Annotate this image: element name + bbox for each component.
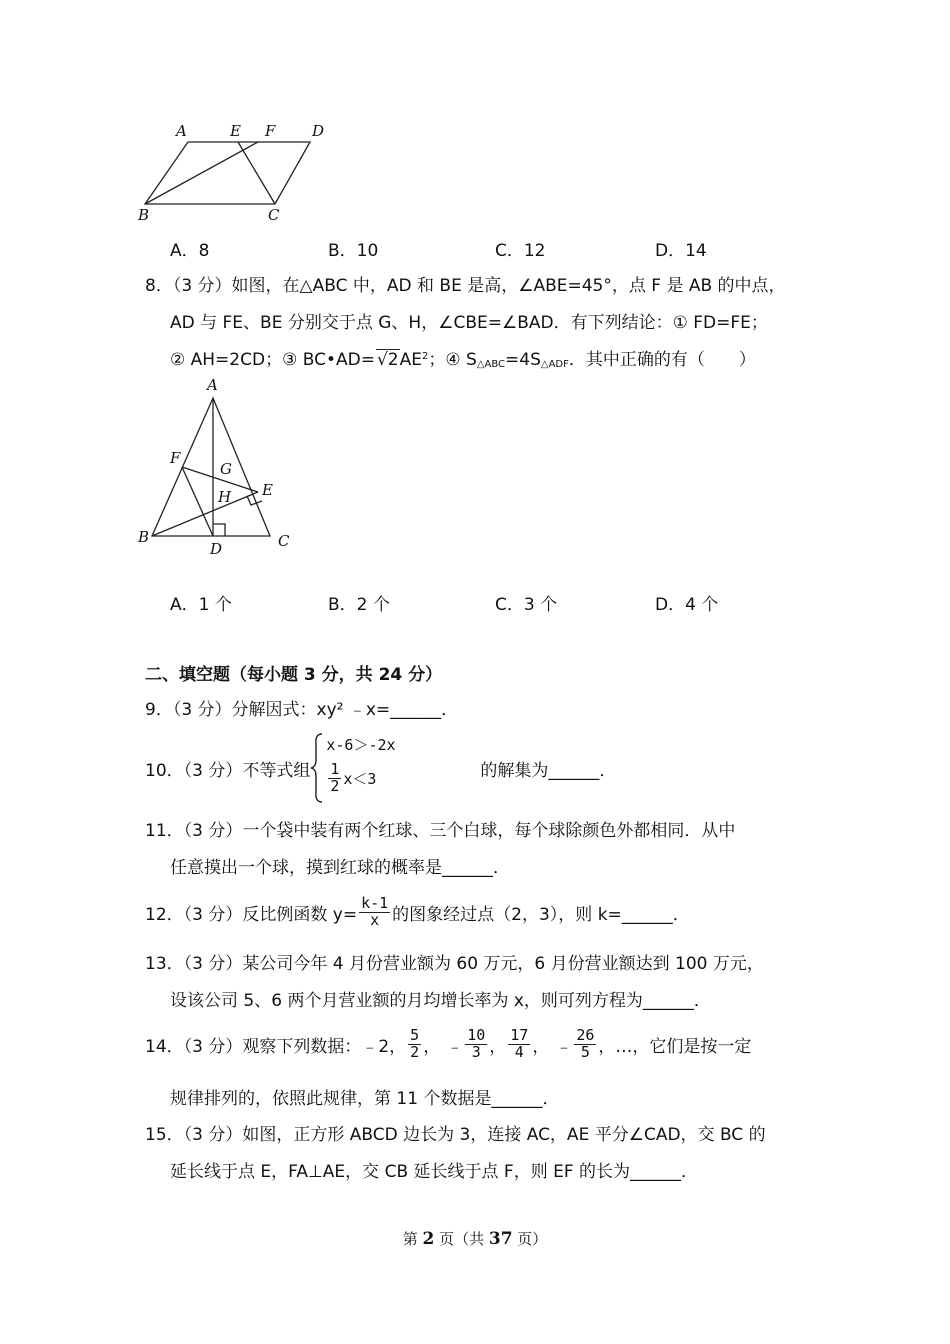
label-F: F	[170, 449, 181, 467]
fraction-17-4: $\frac{17}{4}$	[510, 1025, 529, 1061]
label-H: H	[218, 488, 232, 506]
right-angle-d	[213, 524, 225, 536]
parallelogram-outline	[145, 142, 310, 204]
fraction-half: $\frac{1}{2}$	[330, 760, 340, 795]
segment-fc	[238, 142, 275, 204]
q7-option-b: B．10	[328, 241, 379, 261]
label-D: D	[312, 122, 325, 140]
q7-option-c: C．12	[495, 241, 546, 261]
label-E: E	[230, 122, 241, 140]
q10-text: 10．（3 分）不等式组 x-6＞-2x $\frac{1}{2}$ x＜3 的解集为______．	[145, 730, 616, 806]
sqrt-two: √2	[376, 350, 399, 370]
q8-option-b: B．2 个	[328, 595, 390, 615]
page-number: 2	[422, 1229, 435, 1249]
q9-text: 9．（3 分）分解因式：xy² ﹣x=______．	[145, 700, 459, 720]
page-footer: 第 2 页（共 37 页）	[402, 1229, 548, 1249]
fraction-26-5: $\frac{26}{5}$	[576, 1025, 595, 1061]
q13-line2: 设该公司 5、6 两个月营业额的月均增长率为 x，则可列方程为______．	[170, 991, 711, 1011]
fraction-10-3: $\frac{10}{3}$	[467, 1025, 486, 1061]
q14-line1: 14．（3 分）观察下列数据：﹣2， $\frac{5}{2}$ ， ﹣ $\frac{10}{3}$ ， $\frac{17}{4}$ ， ﹣ $\frac{26}{5}$ ，…，它们是按一定	[145, 1025, 752, 1061]
page-total: 37	[488, 1229, 513, 1249]
q7-option-d: D．14	[655, 241, 707, 261]
label-F: F	[265, 122, 276, 140]
brace-icon	[310, 732, 324, 804]
q8-option-d: D．4 个	[655, 595, 719, 615]
q8-line2: AD 与 FE、BE 分别交于点 G、H，∠CBE=∠BAD．有下列结论：① FD=FE；	[170, 313, 768, 333]
segment-fd	[182, 467, 213, 536]
q8-option-c: C．3 个	[495, 595, 558, 615]
q13-line1: 13．（3 分）某公司今年 4 月份营业额为 60 万元，6 月份营业额达到 100 万元，	[145, 954, 764, 974]
segment-be	[145, 142, 258, 204]
label-B: B	[138, 528, 150, 546]
q8-option-a: A．1 个	[170, 595, 232, 615]
q15-line2: 延长线于点 E，FA⊥AE，交 CB 延长线于点 F，则 EF 的长为______．	[170, 1162, 699, 1182]
label-E: E	[262, 481, 273, 499]
q14-line2: 规律排列的，依照此规律，第 11 个数据是______．	[170, 1089, 560, 1109]
inequality-system	[310, 732, 480, 804]
inequality-2: $\frac{1}{2}$ x＜3	[330, 760, 377, 795]
q8-line3: ② AH=2CD；③ BC•AD= $√2AE^2$；④ $S_{\triangle ABC}=4S_{\triangle ADF}$．其中正确的有（ ）	[170, 350, 756, 370]
q12-text: 12．（3 分）反比例函数 y= $\frac{k-1}{x}$ 的图象经过点（2，3），则 k=______．	[145, 893, 690, 929]
fraction-5-2: $\frac{5}{2}$	[410, 1025, 420, 1061]
section-heading: 二、填空题（每小题 3 分，共 24 分）	[145, 665, 443, 685]
q8-line1: 8．（3 分）如图，在△ABC 中，AD 和 BE 是高，∠ABE=45°，点 F 是 AB 的中点，	[145, 276, 786, 296]
label-A: A	[207, 376, 218, 394]
label-A: A	[176, 122, 187, 140]
label-B: B	[138, 206, 150, 224]
inequality-1: x-6＞-2x	[326, 736, 396, 754]
q8-triangle-figure	[130, 372, 310, 562]
q11-line1: 11．（3 分）一个袋中装有两个红球、三个白球，每个球除颜色外都相同．从中	[145, 821, 736, 841]
q11-line2: 任意摸出一个球，摸到红球的概率是______．	[170, 858, 510, 878]
label-D: D	[210, 540, 223, 558]
q7-parallelogram-figure	[130, 118, 340, 228]
label-C: C	[278, 532, 290, 550]
label-C: C	[268, 206, 280, 224]
label-G: G	[220, 460, 232, 478]
q15-line1: 15．（3 分）如图，正方形 ABCD 边长为 3，连接 AC，AE 平分∠CAD，交 BC 的	[145, 1125, 766, 1145]
triangle-abc	[152, 398, 270, 536]
fraction-k-minus-1-over-x: $\frac{k-1}{x}$	[361, 893, 389, 929]
q7-option-a: A．8	[170, 241, 210, 261]
